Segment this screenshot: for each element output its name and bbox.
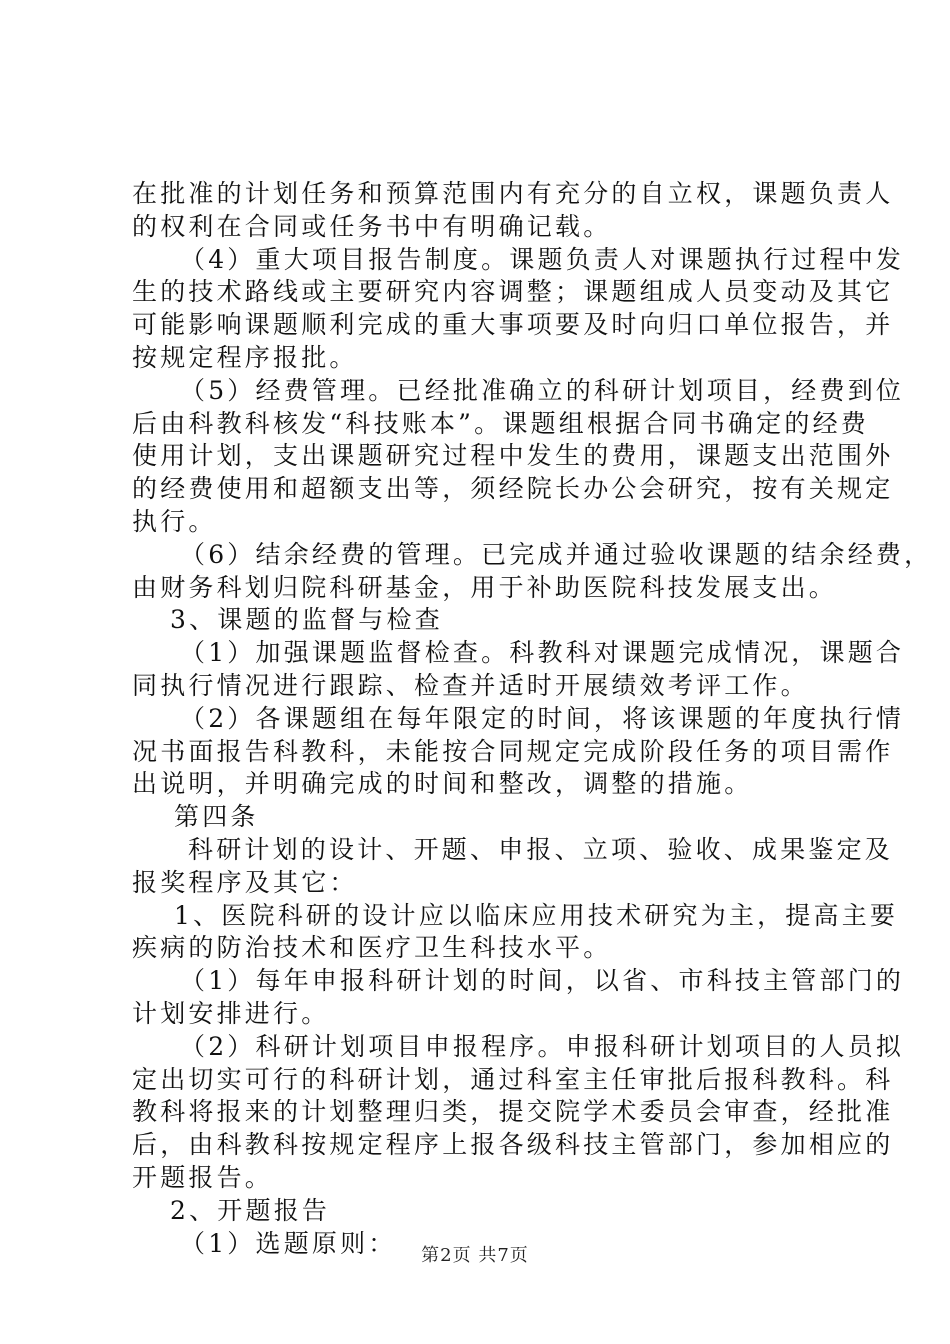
text-line: （5）经费管理。已经批准确立的科研计划项目，经费到位 xyxy=(180,375,905,405)
text-line: 开题报告。 xyxy=(132,1162,274,1192)
text-line: 同执行情况进行跟踪、检查并适时开展绩效考评工作。 xyxy=(132,670,809,700)
text-line: 使用计划，支出课题研究过程中发生的费用，课题支出范围外 xyxy=(132,441,894,471)
text-line: 生的技术路线或主要研究内容调整；课题组成人员变动及其它 xyxy=(132,277,894,307)
text-line: 定出切实可行的科研计划，通过科室主任审批后报科教科。科 xyxy=(132,1064,894,1094)
text-line: （2）各课题组在每年限定的时间，将该课题的年度执行情 xyxy=(180,703,905,733)
text-line: （1）加强课题监督检查。科教科对课题完成情况，课题合 xyxy=(180,638,905,668)
text-line: （2）科研计划项目申报程序。申报科研计划项目的人员拟 xyxy=(180,1031,905,1061)
text-line: 由财务科划归院科研基金，用于补助医院科技发展支出。 xyxy=(132,572,838,602)
text-line: 在批准的计划任务和预算范围内有充分的自立权，课题负责人 xyxy=(132,179,894,208)
section-heading: 3、课题的监督与检查 xyxy=(170,605,443,635)
text-line: 的经费使用和超额支出等，须经院长办公会研究，按有关规定 xyxy=(132,474,894,504)
text-line: 教科将报来的计划整理归类，提交院学术委员会审查，经批准 xyxy=(132,1097,894,1127)
text-line: （1）每年申报科研计划的时间，以省、市科技主管部门的 xyxy=(180,966,905,996)
text-line: 的权利在合同或任务书中有明确记载。 xyxy=(132,211,612,241)
article-heading: 第四条 xyxy=(174,802,259,832)
text-line: 后，由科教科按规定程序上报各级科技主管部门，参加相应的 xyxy=(132,1130,894,1160)
text-line: 后由科教科核发“科技账本”。课题组根据合同书确定的经费 xyxy=(132,408,869,438)
text-line: （1）选题原则： xyxy=(180,1228,397,1258)
text-line: 报奖程序及其它： xyxy=(132,867,358,897)
text-line: 出说明，并明确完成的时间和整改，调整的措施。 xyxy=(132,769,753,799)
text-line: （4）重大项目报告制度。课题负责人对课题执行过程中发 xyxy=(180,244,905,274)
text-line: 可能影响课题顺利完成的重大事项要及时向归口单位报告，并 xyxy=(132,310,894,340)
text-line: 执行。 xyxy=(132,506,217,536)
text-line: 况书面报告科教科，未能按合同规定完成阶段任务的项目需作 xyxy=(132,736,894,766)
text-line: 按规定程序报批。 xyxy=(132,342,358,372)
text-line: 疾病的防治技术和医疗卫生科技水平。 xyxy=(132,933,612,963)
text-line: 1、医院科研的设计应以临床应用技术研究为主，提高主要 xyxy=(174,900,899,930)
text-line: 计划安排进行。 xyxy=(132,998,330,1028)
text-line: 科研计划的设计、开题、申报、立项、验收、成果鉴定及 xyxy=(188,834,894,864)
page-number-footer: 第2页 共7页 xyxy=(421,1245,529,1266)
section-heading: 2、开题报告 xyxy=(170,1195,331,1225)
document-body xyxy=(132,178,933,1260)
text-line: （6）结余经费的管理。已完成并通过验收课题的结余经费， xyxy=(180,539,933,569)
